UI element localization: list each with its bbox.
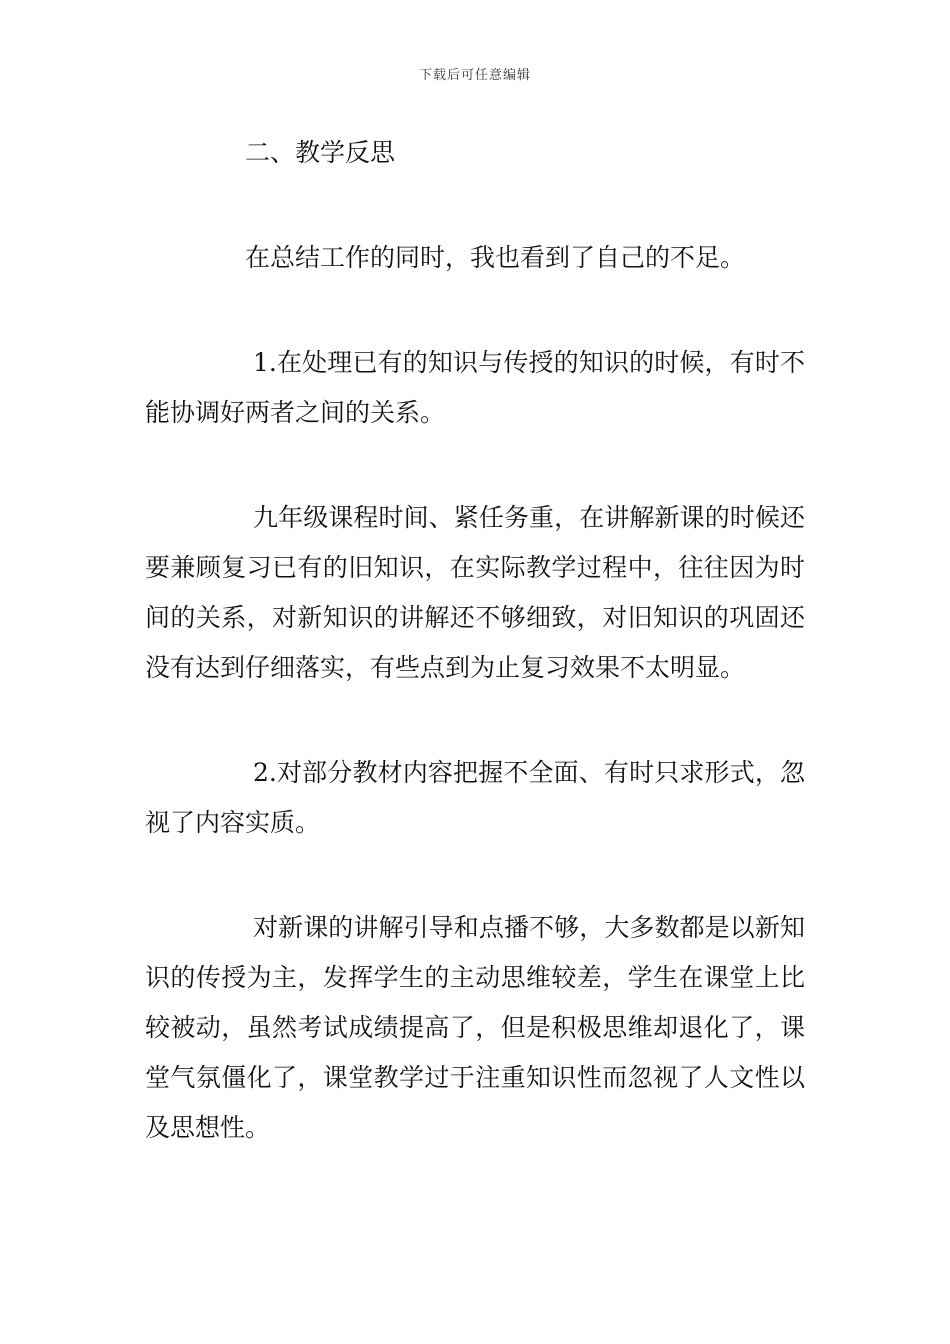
paragraph-point-2-detail: 对新课的讲解引导和点播不够，大多数都是以新知识的传授为主，发挥学生的主动思维较差，学生在课堂上比较被动，虽然考试成绩提高了，但是积极思维却退化了，课堂气氛僵化了，课堂教学过于注重知识性而忽视了人文性以及思想性。 <box>145 913 805 1142</box>
paragraph-point-1: 1.在处理已有的知识与传授的知识的时候，有时不能协调好两者之间的关系。 <box>145 348 805 427</box>
paragraph-intro: 在总结工作的同时，我也看到了自己的不足。 <box>245 243 746 272</box>
paragraph-point-2: 2.对部分教材内容把握不全面、有时只求形式，忽视了内容实质。 <box>145 758 805 837</box>
page-header: 下载后可任意编辑 <box>418 68 531 83</box>
document-body <box>145 128 805 1153</box>
paragraph-point-1-detail: 九年级课程时间、紧任务重，在讲解新课的时候还要兼顾复习已有的旧知识，在实际教学过程中，往往因为时间的关系，对新知识的讲解还不够细致，对旧知识的巩固还没有达到仔细落实，有些点到为止复习效果不太明显。 <box>145 503 805 682</box>
section-title: 二、教学反思 <box>245 138 396 167</box>
